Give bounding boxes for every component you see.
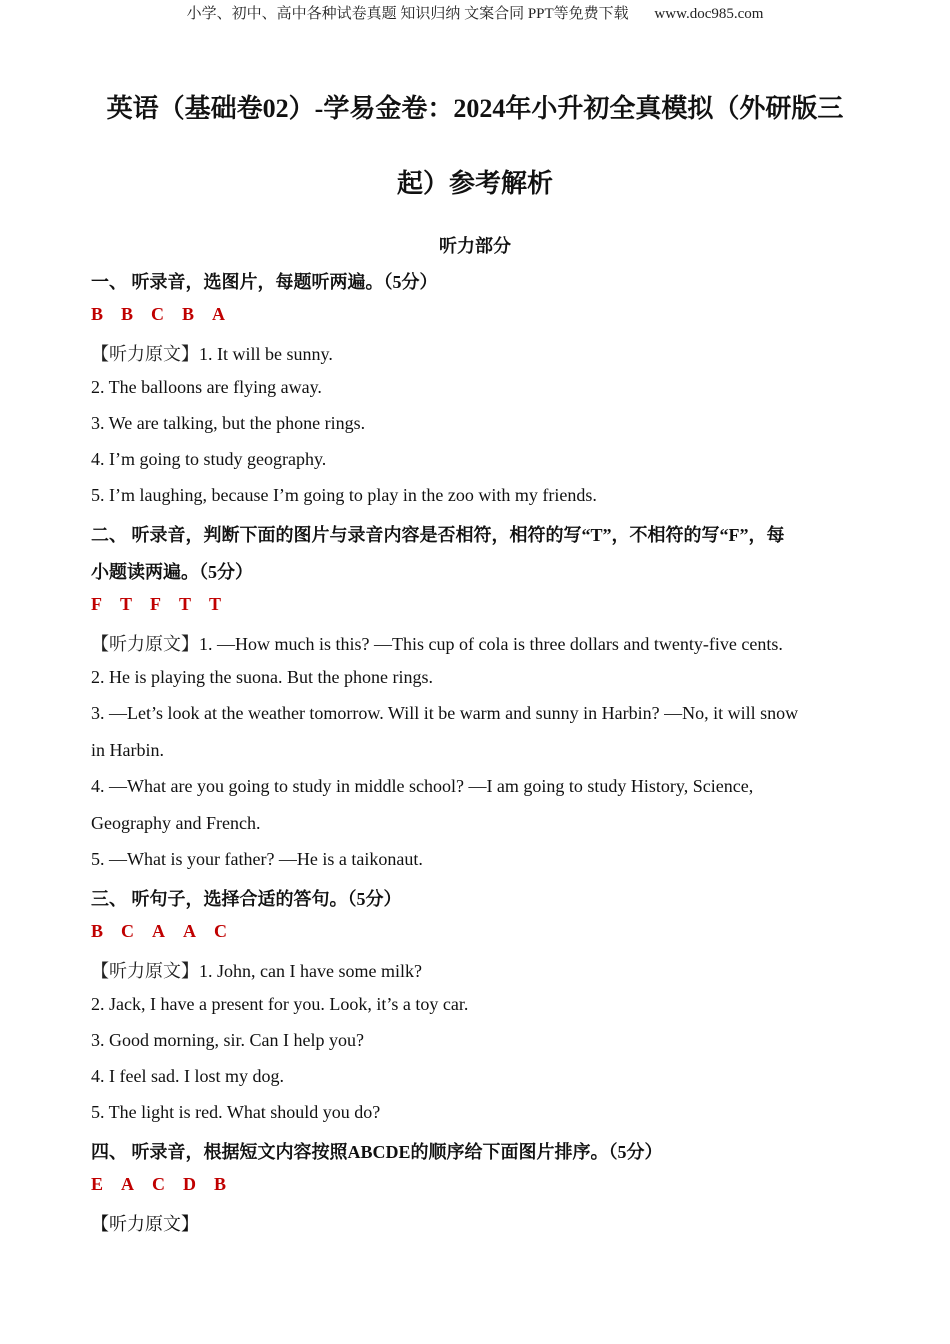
answer: B	[91, 304, 104, 324]
answer: F	[150, 594, 162, 614]
transcript-line: 2. He is playing the suona. But the phone rings.	[91, 667, 433, 687]
answer: D	[183, 1174, 197, 1194]
transcript-line: 【听力原文】1. John, can I have some milk?	[91, 961, 422, 981]
transcript-label: 【听力原文】	[91, 634, 199, 654]
transcript-line: 4. I’m going to study geography.	[91, 449, 327, 469]
header-url[interactable]: www.doc985.com	[654, 6, 764, 22]
section-1-answers	[91, 304, 861, 325]
answer: C	[151, 304, 165, 324]
document-title-line-1: 英语（基础卷02）-学易金卷：2024年小升初全真模拟（外研版三	[106, 94, 844, 123]
transcript-line: 2. The balloons are flying away.	[91, 377, 322, 397]
answer: T	[120, 594, 133, 614]
answer: T	[179, 594, 192, 614]
page-header	[0, 2, 950, 23]
answer: C	[121, 921, 135, 941]
transcript-line: 4. I feel sad. I lost my dog.	[91, 1066, 284, 1086]
answer: C	[152, 1174, 166, 1194]
answer: B	[91, 921, 104, 941]
answer: F	[91, 594, 102, 614]
answer: A	[152, 921, 166, 941]
transcript-line: 【听力原文】1. It will be sunny.	[91, 344, 333, 364]
transcript-line: 2. Jack, I have a present for you. Look, it’s a toy car.	[91, 994, 469, 1014]
transcript-line: 5. The light is red. What should you do?	[91, 1102, 381, 1122]
transcript-line: 3. —Let’s look at the weather tomorrow. Will it be warm and sunny in Harbin? —No, it will snow	[91, 703, 799, 723]
transcript-label: 【听力原文】	[91, 344, 199, 364]
transcript-line: 3. We are talking, but the phone rings.	[91, 413, 366, 433]
answer: A	[183, 921, 197, 941]
section-3-heading: 三、 听句子，选择合适的答句。（5分）	[91, 889, 402, 909]
transcript-label: 【听力原文】	[91, 961, 199, 981]
answer: B	[214, 1174, 227, 1194]
transcript-line: 5. —What is your father? —He is a taikonaut.	[91, 849, 423, 869]
section-2-answers	[91, 594, 861, 615]
answer: B	[121, 304, 134, 324]
section-2-heading-cont: 小题读两遍。（5分）	[91, 562, 253, 582]
transcript-line: in Harbin.	[91, 740, 164, 760]
transcript-line: 【听力原文】1. —How much is this? —This cup of cola is three dollars and twenty-five cents.	[91, 634, 783, 654]
transcript-label: 【听力原文】	[91, 1214, 199, 1234]
answer: T	[209, 594, 222, 614]
document-title-line-2: 起）参考解析	[396, 169, 553, 198]
transcript-line: Geography and French.	[91, 813, 261, 833]
transcript-line: 3. Good morning, sir. Can I help you?	[91, 1030, 364, 1050]
answer: A	[121, 1174, 135, 1194]
answer: B	[182, 304, 195, 324]
answer: E	[91, 1174, 104, 1194]
section-4-heading: 四、 听录音，根据短文内容按照ABCDE的顺序给下面图片排序。（5分）	[91, 1142, 663, 1162]
section-4-answers	[91, 1174, 861, 1195]
part-title: 听力部分	[439, 236, 511, 256]
answer: A	[212, 304, 226, 324]
section-2-heading: 二、 听录音，判断下面的图片与录音内容是否相符，相符的写“T”，不相符的写“F”，每	[91, 525, 785, 545]
answer: C	[214, 921, 228, 941]
transcript-line: 5. I’m laughing, because I’m going to play in the zoo with my friends.	[91, 485, 597, 505]
transcript-line: 4. —What are you going to study in middle school? —I am going to study History, Science,	[91, 776, 754, 796]
header-text: 小学、初中、高中各种试卷真题 知识归纳 文案合同 PPT等免费下载	[186, 6, 629, 22]
section-3-answers	[91, 921, 861, 942]
section-1-heading: 一、 听录音，选图片，每题听两遍。（5分）	[91, 272, 438, 292]
